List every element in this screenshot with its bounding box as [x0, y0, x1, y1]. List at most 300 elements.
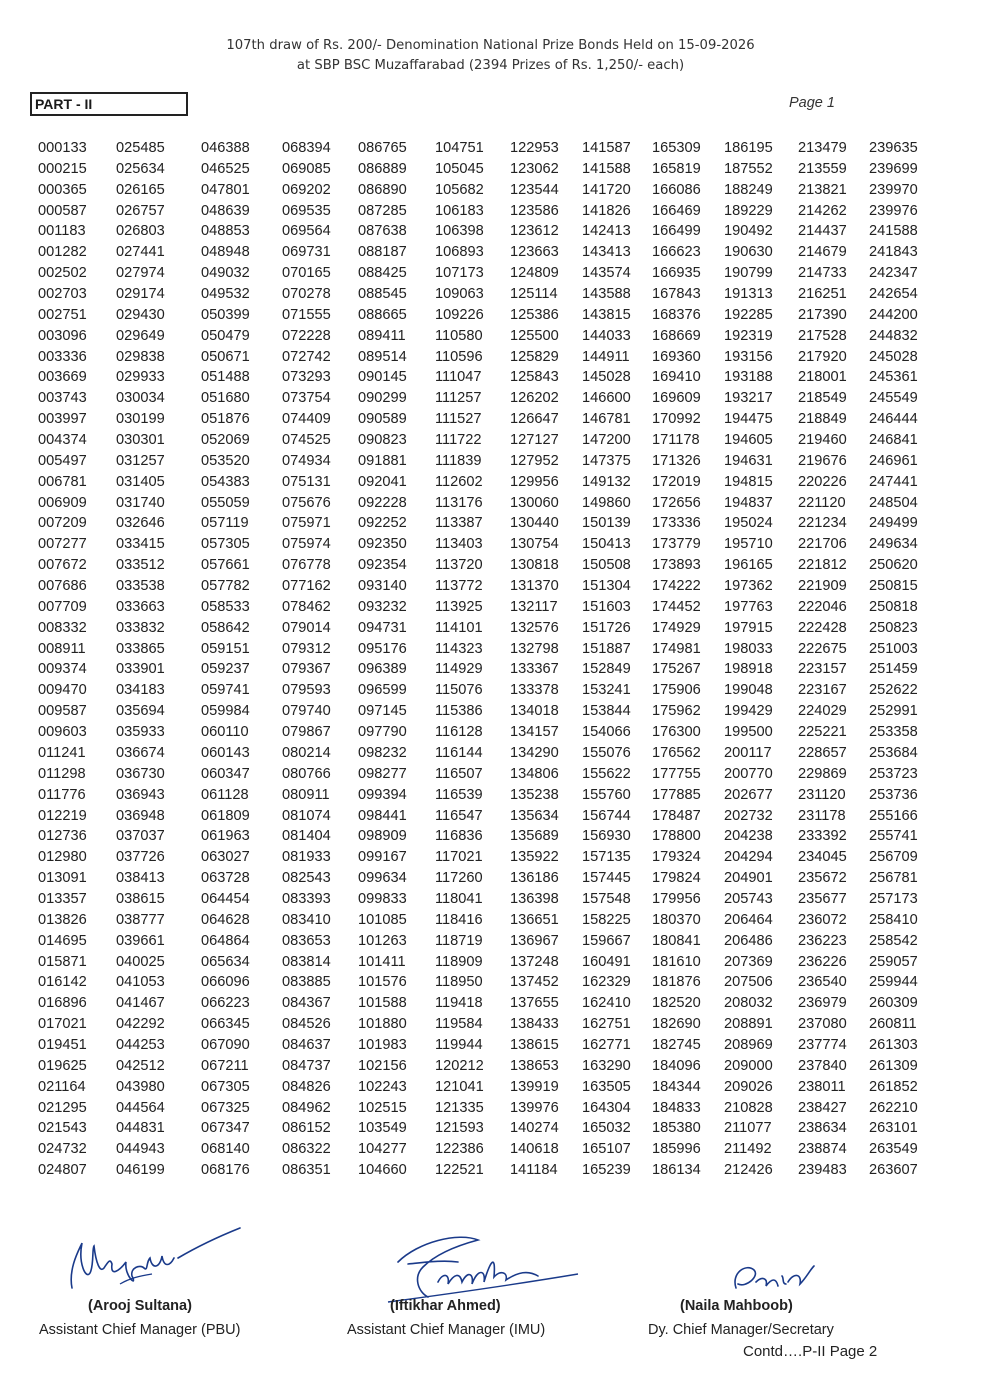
prize-bond-number: 199500: [724, 724, 773, 741]
prize-bond-number: 250620: [869, 557, 918, 574]
prize-bond-number: 163290: [582, 1057, 631, 1074]
prize-bond-number: 125843: [510, 369, 559, 386]
prize-bond-number: 212426: [724, 1162, 773, 1179]
prize-bond-number: 090145: [358, 369, 407, 386]
prize-bond-number: 059741: [201, 682, 250, 699]
prize-bond-number: 261309: [869, 1057, 918, 1074]
prize-bond-number: 235672: [798, 870, 847, 887]
prize-bond-number: 228657: [798, 744, 847, 761]
prize-bond-number: 165107: [582, 1141, 631, 1158]
prize-bond-number: 083653: [282, 932, 331, 949]
prize-bond-number: 134018: [510, 703, 559, 720]
prize-bond-number: 172019: [652, 473, 701, 490]
prize-bond-number: 259944: [869, 974, 918, 991]
prize-bond-number: 070278: [282, 286, 331, 303]
prize-bond-number: 140274: [510, 1120, 559, 1137]
prize-bond-number: 223167: [798, 682, 847, 699]
prize-bond-number: 013826: [38, 911, 87, 928]
prize-bond-number: 204901: [724, 870, 773, 887]
prize-bond-number: 063728: [201, 870, 250, 887]
prize-bond-number: 157548: [582, 890, 631, 907]
prize-bond-number: 058533: [201, 598, 250, 615]
prize-bond-number: 169609: [652, 390, 701, 407]
prize-bond-number: 115076: [435, 682, 483, 699]
prize-bond-number: 101263: [358, 932, 407, 949]
prize-bond-number: 034183: [116, 682, 165, 699]
prize-bond-number: 002751: [38, 306, 87, 323]
prize-bond-number: 033832: [116, 619, 165, 636]
prize-bond-number: 238011: [798, 1078, 846, 1095]
prize-bond-number: 003336: [38, 348, 87, 365]
prize-bond-number: 070165: [282, 265, 331, 282]
prize-bond-number: 137248: [510, 953, 559, 970]
prize-bond-number: 078462: [282, 598, 331, 615]
prize-bond-number: 019451: [38, 1036, 87, 1053]
prize-bond-number: 143815: [582, 306, 631, 323]
prize-bond-number: 003743: [38, 390, 87, 407]
prize-bond-number: 077162: [282, 578, 331, 595]
prize-bond-number: 103549: [358, 1120, 407, 1137]
prize-bond-number: 087638: [358, 223, 407, 240]
prize-bond-number: 091881: [358, 452, 407, 469]
prize-bond-number: 002703: [38, 286, 87, 303]
prize-bond-number: 251003: [869, 640, 918, 657]
prize-bond-number: 067090: [201, 1036, 250, 1053]
prize-bond-number: 253723: [869, 765, 918, 782]
prize-bond-number: 094731: [358, 619, 407, 636]
prize-bond-number: 173893: [652, 557, 701, 574]
prize-bond-number: 151603: [582, 598, 631, 615]
prize-bond-number: 135634: [510, 807, 559, 824]
number-column: [282, 138, 331, 1181]
prize-bond-number: 169410: [652, 369, 701, 386]
prize-bond-number: 038777: [116, 911, 165, 928]
prize-bond-number: 216251: [798, 286, 847, 303]
prize-bond-number: 189229: [724, 202, 773, 219]
prize-bond-number: 222046: [798, 598, 847, 615]
prize-bond-number: 049032: [201, 265, 250, 282]
prize-bond-number: 048639: [201, 202, 250, 219]
prize-bond-number: 123612: [510, 223, 559, 240]
prize-bond-number: 029430: [116, 306, 165, 323]
prize-bond-number: 211492: [724, 1141, 772, 1158]
prize-bond-number: 068140: [201, 1141, 250, 1158]
prize-bond-number: 207506: [724, 974, 773, 991]
prize-bond-number: 204294: [724, 849, 773, 866]
prize-bond-number: 236979: [798, 995, 847, 1012]
prize-bond-number: 219676: [798, 452, 847, 469]
prize-bond-number: 105045: [435, 160, 484, 177]
prize-bond-number: 113176: [435, 494, 483, 511]
prize-bond-number: 031740: [116, 494, 165, 511]
prize-bond-number: 079740: [282, 703, 331, 720]
prize-bond-number: 197915: [724, 619, 773, 636]
prize-bond-number: 178487: [652, 807, 701, 824]
prize-bond-number: 009587: [38, 703, 87, 720]
prize-bond-number: 147200: [582, 432, 631, 449]
prize-bond-number: 086152: [282, 1120, 331, 1137]
prize-bond-number: 130818: [510, 557, 559, 574]
prize-bond-number: 236223: [798, 932, 847, 949]
prize-bond-number: 241588: [869, 223, 918, 240]
prize-bond-number: 033512: [116, 557, 165, 574]
prize-bond-number: 135689: [510, 828, 559, 845]
prize-bond-number: 218001: [798, 369, 847, 386]
prize-bond-number: 223157: [798, 661, 847, 678]
prize-bond-number: 051876: [201, 411, 250, 428]
prize-bond-number: 238634: [798, 1120, 847, 1137]
prize-bond-number: 033415: [116, 536, 165, 553]
prize-bond-number: 052069: [201, 432, 250, 449]
prize-bond-number: 007209: [38, 515, 87, 532]
prize-bond-number: 251459: [869, 661, 918, 678]
prize-bond-number: 021164: [38, 1078, 86, 1095]
prize-bond-number: 102243: [358, 1078, 407, 1095]
number-column: [869, 138, 918, 1181]
prize-bond-number: 088425: [358, 265, 407, 282]
prize-bond-number: 000365: [38, 181, 87, 198]
prize-bond-number: 008911: [38, 640, 86, 657]
prize-bond-number: 193156: [724, 348, 773, 365]
prize-bond-number: 083885: [282, 974, 331, 991]
prize-bond-number: 013091: [38, 870, 87, 887]
prize-bond-number: 048853: [201, 223, 250, 240]
prize-bond-number: 176562: [652, 744, 701, 761]
prize-bond-number: 000587: [38, 202, 87, 219]
prize-bond-number: 101085: [358, 911, 407, 928]
prize-bond-number: 147375: [582, 452, 631, 469]
prize-bond-number: 084737: [282, 1057, 331, 1074]
prize-bond-number: 136398: [510, 890, 559, 907]
prize-bond-number: 099634: [358, 870, 407, 887]
prize-bond-number: 079014: [282, 619, 331, 636]
prize-bond-number: 256709: [869, 849, 918, 866]
prize-bond-number: 086765: [358, 140, 407, 156]
prize-bond-number: 118950: [435, 974, 483, 991]
prize-bond-number: 114929: [435, 661, 483, 678]
prize-bond-number: 090589: [358, 411, 407, 428]
prize-bond-number: 192319: [724, 327, 773, 344]
prize-bond-number: 174452: [652, 598, 701, 615]
prize-bond-number: 068176: [201, 1162, 250, 1179]
prize-bond-number: 154066: [582, 724, 631, 741]
prize-bond-number: 122386: [435, 1141, 484, 1158]
prize-bond-number: 125114: [510, 286, 558, 303]
prize-bond-number: 136651: [510, 911, 559, 928]
prize-bond-number: 162329: [582, 974, 631, 991]
prize-bond-number: 260309: [869, 995, 918, 1012]
prize-bond-number: 261303: [869, 1036, 918, 1053]
prize-bond-number: 089514: [358, 348, 407, 365]
prize-bond-number: 162410: [582, 995, 631, 1012]
prize-bond-number: 174929: [652, 619, 701, 636]
prize-bond-number: 119418: [435, 995, 483, 1012]
prize-bond-number: 259057: [869, 953, 918, 970]
prize-bond-number: 132576: [510, 619, 559, 636]
prize-bond-number: 186195: [724, 140, 773, 156]
prize-bond-number: 138653: [510, 1057, 559, 1074]
prize-bond-number: 064454: [201, 890, 250, 907]
prize-bond-number: 224029: [798, 703, 847, 720]
prize-bond-number: 082543: [282, 870, 331, 887]
prize-bond-number: 198918: [724, 661, 773, 678]
prize-bond-number: 174222: [652, 578, 701, 595]
prize-bond-number: 257173: [869, 890, 918, 907]
prize-bond-number: 067347: [201, 1120, 250, 1137]
prize-bond-number: 036730: [116, 765, 165, 782]
prize-bond-number: 121041: [435, 1078, 484, 1095]
signatory-2-title: Assistant Chief Manager (IMU): [347, 1322, 546, 1338]
prize-bond-number: 061809: [201, 807, 250, 824]
prize-bond-number: 029174: [116, 286, 165, 303]
prize-bond-number: 187552: [724, 160, 773, 177]
prize-bond-number: 127127: [510, 432, 559, 449]
prize-bond-number: 139919: [510, 1078, 559, 1095]
prize-bond-number: 050399: [201, 306, 250, 323]
prize-bond-number: 250823: [869, 619, 918, 636]
prize-bond-number: 150139: [582, 515, 631, 532]
prize-bond-number: 098277: [358, 765, 407, 782]
prize-bond-number: 236072: [798, 911, 847, 928]
prize-bond-number: 027974: [116, 265, 165, 282]
prize-bond-number: 030034: [116, 390, 165, 407]
prize-bond-number: 075131: [282, 473, 331, 490]
prize-bond-number: 009470: [38, 682, 87, 699]
prize-bond-number: 012736: [38, 828, 87, 845]
prize-bond-number: 145028: [582, 369, 631, 386]
prize-bond-number: 049532: [201, 286, 250, 303]
prize-bond-number: 001282: [38, 244, 87, 261]
prize-bond-number: 059151: [201, 640, 250, 657]
prize-bond-number: 068394: [282, 140, 331, 156]
signatory-1-title: Assistant Chief Manager (PBU): [39, 1322, 241, 1338]
draw-venue: at SBP BSC Muzaffarabad (2394 Prizes of Rs. 1,250/- each): [296, 58, 685, 73]
prize-bond-number: 179824: [652, 870, 701, 887]
prize-bond-number: 197763: [724, 598, 773, 615]
prize-bond-number: 066223: [201, 995, 250, 1012]
prize-bond-number: 255166: [869, 807, 918, 824]
prize-bond-number: 173336: [652, 515, 701, 532]
prize-bond-number: 217528: [798, 327, 847, 344]
prize-bond-number: 258542: [869, 932, 918, 949]
prize-bond-number: 026165: [116, 181, 165, 198]
prize-bond-number: 153844: [582, 703, 631, 720]
prize-bond-number: 168376: [652, 306, 701, 323]
prize-bond-number: 262210: [869, 1099, 918, 1116]
prize-bond-number: 084962: [282, 1099, 331, 1116]
number-column: [510, 138, 559, 1181]
prize-bond-number: 009374: [38, 661, 87, 678]
prize-bond-number: 111722: [435, 432, 482, 449]
prize-bond-number: 042512: [116, 1057, 165, 1074]
prize-bond-number: 151726: [582, 619, 631, 636]
prize-bond-number: 119944: [435, 1036, 483, 1053]
prize-bond-number: 114323: [435, 640, 483, 657]
prize-bond-number: 025634: [116, 160, 165, 177]
prize-bond-number: 246841: [869, 432, 918, 449]
prize-bond-number: 079367: [282, 661, 331, 678]
prize-bond-number: 237774: [798, 1036, 847, 1053]
prize-bond-number: 184096: [652, 1057, 701, 1074]
prize-bond-number: 175267: [652, 661, 701, 678]
prize-bond-number: 263549: [869, 1141, 918, 1158]
prize-bond-number: 184833: [652, 1099, 701, 1116]
prize-bond-number: 143588: [582, 286, 631, 303]
prize-bond-number: 134290: [510, 744, 559, 761]
prize-bond-number: 149860: [582, 494, 631, 511]
number-column: [724, 138, 773, 1181]
prize-bond-number: 037726: [116, 849, 165, 866]
prize-bond-number: 165032: [582, 1120, 631, 1137]
prize-bond-number: 165309: [652, 140, 701, 156]
prize-bond-number: 239970: [869, 181, 918, 198]
prize-bond-number: 129956: [510, 473, 559, 490]
prize-bond-number: 046525: [201, 160, 250, 177]
prize-bond-number: 214679: [798, 244, 847, 261]
prize-bond-number: 162751: [582, 1016, 631, 1033]
signatory-2-name: (Iftikhar Ahmed): [390, 1298, 501, 1314]
prize-bond-number: 163505: [582, 1078, 631, 1095]
prize-bond-number: 118909: [435, 953, 483, 970]
prize-bond-number: 116539: [435, 786, 483, 803]
prize-bond-number: 134806: [510, 765, 559, 782]
prize-bond-number: 118041: [435, 890, 483, 907]
prize-bond-number: 172656: [652, 494, 701, 511]
prize-bond-number: 104277: [358, 1141, 407, 1158]
prize-bond-number: 219460: [798, 432, 847, 449]
prize-bond-number: 126202: [510, 390, 559, 407]
prize-bond-number: 086889: [358, 160, 407, 177]
prize-bond-number: 074409: [282, 411, 331, 428]
prize-bond-number: 038615: [116, 890, 165, 907]
prize-bond-number: 113720: [435, 557, 483, 574]
prize-bond-number: 205743: [724, 890, 773, 907]
prize-bond-number: 123663: [510, 244, 559, 261]
prize-bond-number: 136186: [510, 870, 559, 887]
prize-bond-number: 101983: [358, 1036, 407, 1053]
prize-bond-number: 136967: [510, 932, 559, 949]
prize-bond-number: 005497: [38, 452, 87, 469]
prize-bond-number: 176300: [652, 724, 701, 741]
prize-bond-number: 032646: [116, 515, 165, 532]
prize-bond-number: 098232: [358, 744, 407, 761]
prize-bond-number: 003669: [38, 369, 87, 386]
prize-bond-number: 092350: [358, 536, 407, 553]
prize-bond-number: 173779: [652, 536, 701, 553]
prize-bond-number: 206464: [724, 911, 773, 928]
prize-bond-number: 166469: [652, 202, 701, 219]
prize-bond-number: 152849: [582, 661, 631, 678]
prize-bond-number: 079593: [282, 682, 331, 699]
prize-bond-number: 143574: [582, 265, 631, 282]
prize-bond-number: 194631: [724, 452, 773, 469]
prize-bond-number: 050671: [201, 348, 250, 365]
prize-bond-number: 035694: [116, 703, 165, 720]
prize-bond-number: 123544: [510, 181, 559, 198]
prize-bond-number: 142413: [582, 223, 631, 240]
prize-bond-number: 111527: [435, 411, 482, 428]
prize-bond-number: 090299: [358, 390, 407, 407]
prize-bond-number: 153241: [582, 682, 631, 699]
prize-bond-number: 214733: [798, 265, 847, 282]
prize-bond-number: 137452: [510, 974, 559, 991]
prize-bond-number: 029838: [116, 348, 165, 365]
prize-bond-number: 110580: [435, 327, 483, 344]
signatory-3-title: Dy. Chief Manager/Secretary: [648, 1322, 834, 1338]
number-column: [582, 138, 631, 1181]
prize-bond-number: 208969: [724, 1036, 773, 1053]
prize-bond-number: 051680: [201, 390, 250, 407]
prize-bond-number: 220226: [798, 473, 847, 490]
prize-bond-number: 011298: [38, 765, 86, 782]
prize-bond-number: 158225: [582, 911, 631, 928]
prize-bond-number: 030199: [116, 411, 165, 428]
prize-bond-number: 007672: [38, 557, 87, 574]
prize-bond-number: 066096: [201, 974, 250, 991]
prize-bond-number: 120212: [435, 1057, 484, 1074]
prize-bond-number: 026757: [116, 202, 165, 219]
prize-bond-number: 221706: [798, 536, 847, 553]
prize-bond-number: 006781: [38, 473, 87, 490]
prize-bond-number: 024732: [38, 1141, 87, 1158]
prize-bond-number: 181876: [652, 974, 701, 991]
prize-bond-number: 222675: [798, 640, 847, 657]
prize-bond-number: 190799: [724, 265, 773, 282]
prize-bond-number: 097145: [358, 703, 407, 720]
prize-bond-number: 063027: [201, 849, 250, 866]
prize-bond-number: 253358: [869, 724, 918, 741]
prize-bond-number: 107173: [435, 265, 484, 282]
prize-bond-number: 080911: [282, 786, 330, 803]
prize-bond-number: 170992: [652, 411, 701, 428]
prize-bond-number: 123586: [510, 202, 559, 219]
prize-bond-number: 139976: [510, 1099, 559, 1116]
prize-bond-number: 178800: [652, 828, 701, 845]
prize-bond-number: 099394: [358, 786, 407, 803]
prize-bond-number: 124809: [510, 265, 559, 282]
prize-bond-number: 106893: [435, 244, 484, 261]
prize-bond-number: 213821: [798, 181, 847, 198]
prize-bond-number: 245361: [869, 369, 918, 386]
prize-bond-number: 101880: [358, 1016, 407, 1033]
prize-bond-number: 252622: [869, 682, 918, 699]
prize-bond-number: 104751: [435, 140, 484, 156]
prize-bond-number: 121593: [435, 1120, 484, 1137]
prize-bond-number: 002502: [38, 265, 87, 282]
prize-bond-number: 194815: [724, 473, 773, 490]
prize-bond-number: 024807: [38, 1162, 87, 1179]
prize-bond-number: 132117: [510, 598, 558, 615]
prize-bond-number: 038413: [116, 870, 165, 887]
prize-bond-number: 133367: [510, 661, 559, 678]
prize-bond-number: 092252: [358, 515, 407, 532]
prize-bond-number: 060143: [201, 744, 250, 761]
prize-bond-number: 084526: [282, 1016, 331, 1033]
prize-bond-number: 027441: [116, 244, 165, 261]
prize-bond-number: 199048: [724, 682, 773, 699]
prize-bond-number: 256781: [869, 870, 918, 887]
prize-bond-number: 195710: [724, 536, 773, 553]
prize-bond-number: 011241: [38, 744, 86, 761]
prize-bond-number: 021543: [38, 1120, 87, 1137]
prize-bond-number: 026803: [116, 223, 165, 240]
prize-bond-number: 079312: [282, 640, 331, 657]
prize-bond-number: 217920: [798, 348, 847, 365]
prize-bond-number: 081933: [282, 849, 331, 866]
prize-bond-number: 181610: [652, 953, 701, 970]
number-column: [358, 138, 407, 1181]
prize-bond-number: 111257: [435, 390, 482, 407]
